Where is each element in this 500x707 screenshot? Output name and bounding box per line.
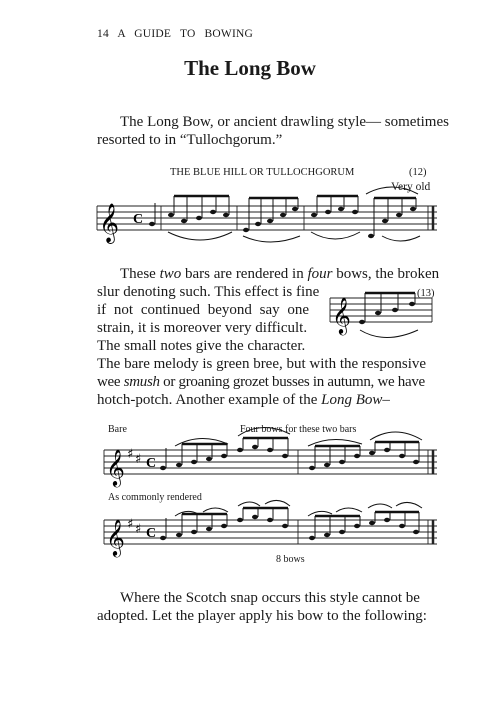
time-signature: C <box>146 456 157 471</box>
sharp-icon: ♯ <box>127 517 134 532</box>
body-line-3: if not continued beyond say one <box>97 302 310 318</box>
intro-line-1: The Long Bow, or ancient drawling style— sometimes <box>120 114 449 130</box>
body-text: bars are rendered in <box>181 266 308 282</box>
example-12-tempo: Very old <box>391 181 431 193</box>
sharp-icon: ♯ <box>135 522 142 537</box>
intro-line-2: resorted to in “Tullochgorum.” <box>97 132 283 148</box>
body-text: These <box>120 266 160 282</box>
sharp-icon: ♯ <box>127 447 134 462</box>
closing-line-2: adopted. Let the player apply his bow to the following: <box>97 608 427 624</box>
body-text: wee <box>97 374 124 390</box>
body-line-2: slur denoting such. This effect is fine <box>97 284 320 300</box>
example-13-number: (13) <box>417 288 435 299</box>
example-common-label: As commonly rendered <box>108 492 202 503</box>
sharp-icon: ♯ <box>135 452 142 467</box>
example-common-bottom-label: 8 bows <box>276 554 305 565</box>
example-12-number: (12) <box>409 167 427 178</box>
section-title: The Long Bow <box>184 56 316 80</box>
time-signature: C <box>133 212 144 227</box>
body-text: hotch-potch. Another example of the <box>97 392 322 408</box>
body-emphasis: smush <box>123 374 160 390</box>
time-signature: C <box>146 526 157 541</box>
body-emphasis: Long Bow <box>321 392 383 408</box>
body-line-6: The bare melody is green bree, but with the responsive <box>97 356 427 372</box>
body-emphasis: four <box>307 266 333 282</box>
page-number: 14 <box>97 28 109 40</box>
body-line-4: strain, it is moreover very difficult. <box>97 320 308 336</box>
body-emphasis: two <box>159 266 182 282</box>
treble-clef-icon: 𝄞 <box>106 518 125 556</box>
closing-line-1: Where the Scotch snap occurs this style cannot be <box>120 590 420 606</box>
example-bare-top-label: Four bows for these two bars <box>240 424 357 435</box>
body-text: bows, the broken <box>332 266 440 282</box>
body-text: – <box>382 392 390 408</box>
body-text: or groaning grozet busses in autumn, we have <box>159 374 425 390</box>
example-12-title: THE BLUE HILL OR TULLOCHGORUM <box>170 167 355 178</box>
treble-clef-icon: 𝄞 <box>106 448 125 486</box>
treble-clef-icon: 𝄞 <box>332 296 351 334</box>
body-line-5: The small notes give the character. <box>97 338 306 354</box>
treble-clef-icon: 𝄞 <box>99 203 120 243</box>
example-bare-label: Bare <box>108 424 127 435</box>
running-title: A GUIDE TO BOWING <box>117 28 254 40</box>
